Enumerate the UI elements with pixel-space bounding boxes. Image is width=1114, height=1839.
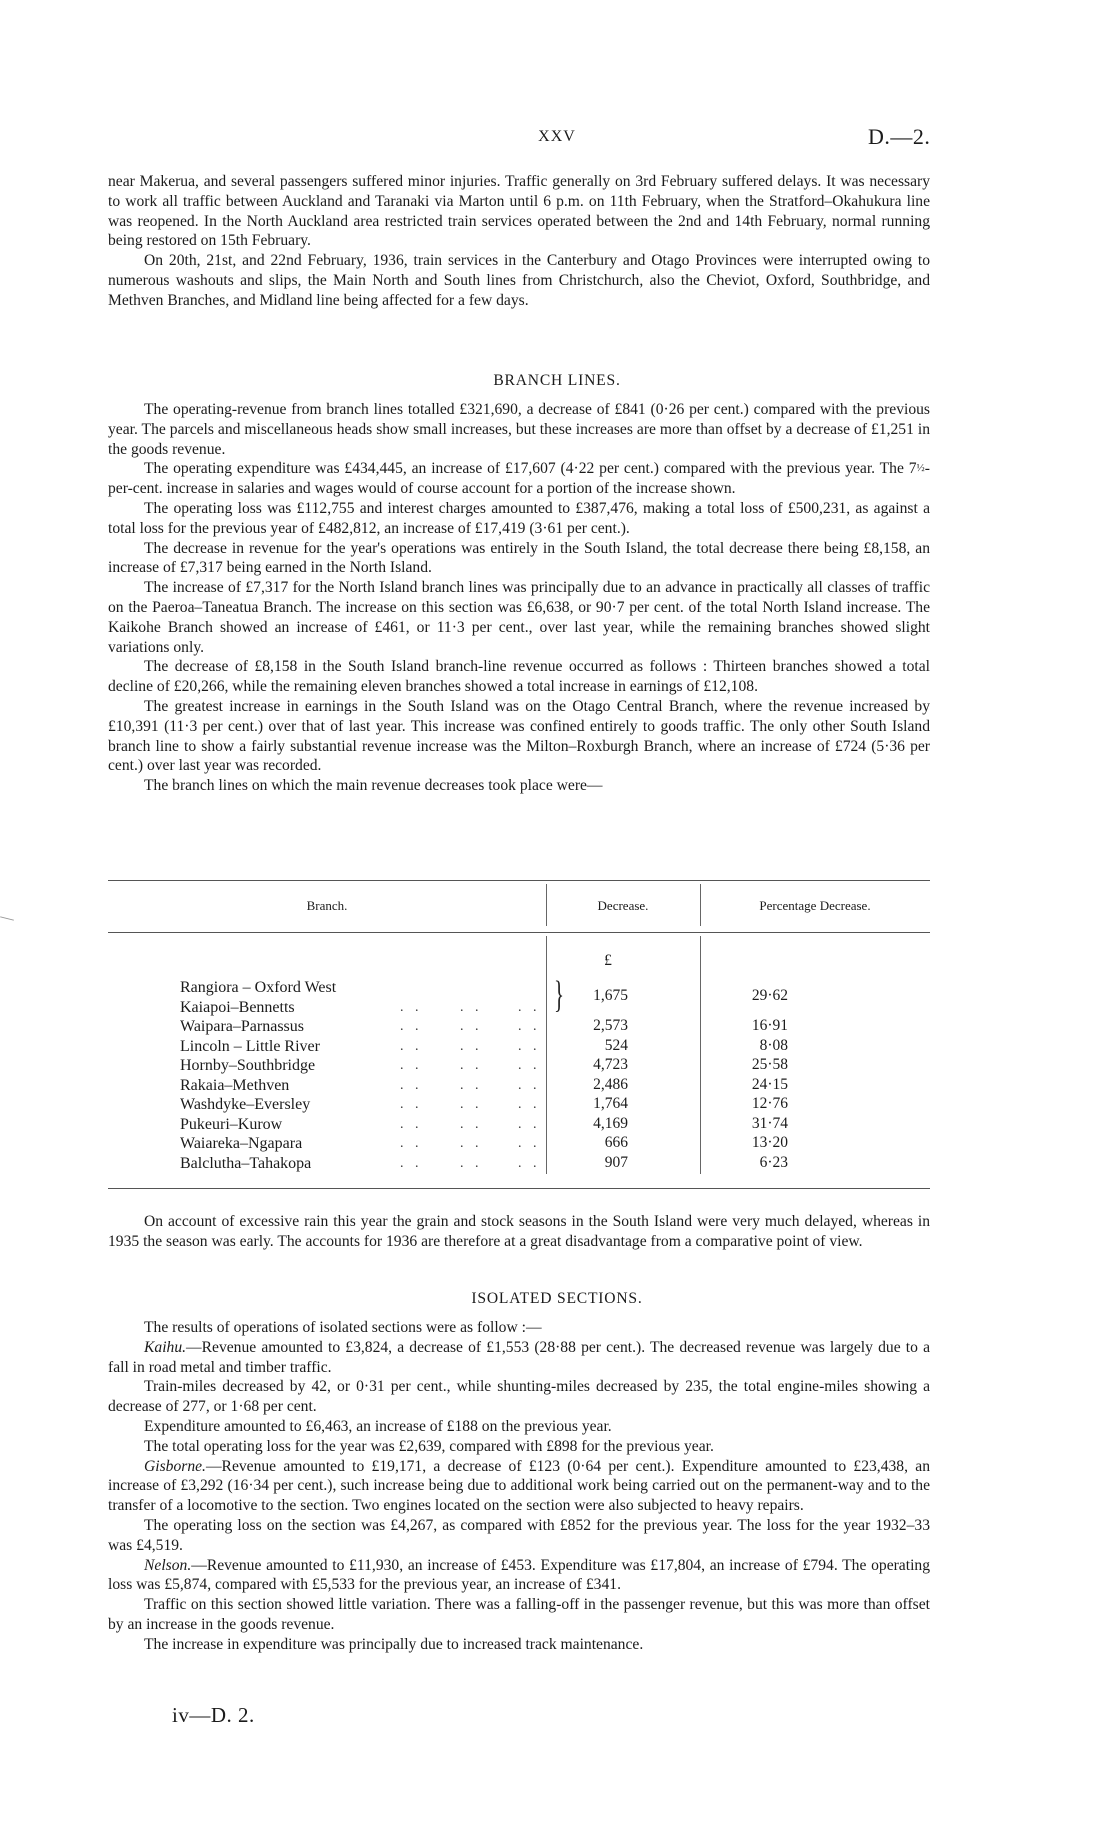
branch-name: Waiareka–Ngapara [180,1135,303,1152]
dot-leader: . . [518,999,541,1015]
page-signature: iv—D. 2. [172,1703,255,1727]
percentage-value: 12·76 [751,1095,788,1112]
dot-leader: . . [400,1097,423,1112]
branch-paragraph-1: The operating-revenue from branch lines totalled £321,690, a decrease of £841 (0·26 per cent.) compared with the previous year. The parcels and miscellaneous heads show small increases, but these increases are more than offset by a decrease of £1,251 in the goods revenue. [108,401,930,458]
kaihu-paragraph-3: Expenditure amounted to £6,463, an increase of £188 on the previous year. [144,1417,612,1435]
branch-paragraph-5: The increase of £7,317 for the North Island branch lines was principally due to an advance in practically all classes of traffic on the Paeroa–Taneatua Branch. The increase on this section was £6,638, or 90·7 per cent. of the total North Island increase. The Kaikohe Branch showed an increase of £461, or 11·3 per cent., over last year, while the remaining branches showed slight variations only. [108,579,930,656]
after-table-text [108,1212,930,1252]
percentage-value: 31·74 [751,1114,788,1132]
dot-leader: . . [400,999,423,1015]
intro-text [108,172,930,311]
branch-paragraph-4: The decrease in revenue for the year's operations was entirely in the South Island, the total decrease there being £8,158, an increase of £7,317 being earned in the North Island. [108,539,930,577]
branch-lines-text [108,400,930,796]
dot-leader: . . [518,1155,541,1171]
dot-leader: . . [518,1058,541,1073]
branch-name: Lincoln – Little River [180,1037,320,1055]
currency-unit: £ [604,952,612,969]
branch-name: Rakaia–Methven [180,1076,290,1094]
dot-leader: . . [518,1019,541,1034]
group-brace: } [554,974,565,1016]
branch-paragraph-8: The branch lines on which the main revenue decreases took place were— [144,777,603,795]
decrease-value: 524 [604,1036,628,1054]
dot-leader: . . [460,1058,483,1073]
branch-lines-heading: BRANCH LINES. [493,372,621,389]
branch-name: Pukeuri–Kurow [180,1115,283,1133]
intro-paragraph-2: On 20th, 21st, and 22nd February, 1936, train services in the Canterbury and Otago Provinces were interrupted owing to numerous washouts and slips, the Main North and South lines from Christchurch, also the Cheviot, Oxford, Southbridge, and Methven Branches, and Midland line being affected for a few days. [108,252,930,309]
decrease-value: 907 [604,1153,628,1171]
dot-leader: . . [518,1097,541,1112]
dot-leader: . . [518,1116,541,1132]
header-decrease: Decrease. [597,898,649,913]
kaihu-paragraph-1: Kaihu.—Revenue amounted to £3,824, a decrease of £1,553 (28·88 per cent.). The decreased revenue was largely due to a fall in road metal and timber traffic. [108,1338,930,1376]
kaihu-paragraph-2: Train-miles decreased by 42, or 0·31 per cent., while shunting-miles decreased by 235, the total engine-miles showing a decrease of 277, or 1·68 per cent. [108,1378,930,1416]
branch-paragraph-7: The greatest increase in earnings in the South Island was on the Otago Central Branch, where the revenue increased by £10,391 (11·3 per cent.) over that of last year. This increase was confined entirely to goods traffic. The only other South Island branch line to show a fairly substantial revenue increase was the Milton–Roxburgh Branch, where an increase of £724 (5·36 per cent.) over last year was recorded. [108,697,930,775]
dot-leader: . . [400,1038,423,1054]
dot-leader: . . [460,1097,483,1112]
dot-leader: . . [460,1155,483,1171]
dot-leader: . . [460,1077,483,1093]
dot-leader: . . [460,1136,483,1151]
isolated-sections-text [108,1318,930,1655]
table-bottom-rule [108,1188,930,1189]
dot-leader: . . [400,1058,423,1073]
nelson-paragraph-2: Traffic on this section showed little variation. There was a falling-off in the passenger revenue, but this was more than offset by an increase in the goods revenue. [108,1596,930,1633]
branch-name: Kaiapoi–Bennetts [180,998,295,1016]
dot-leader: . . [518,1038,541,1054]
kaihu-paragraph-4: The total operating loss for the year was £2,639, compared with £898 for the previous year. [144,1437,714,1455]
page-number: XXV [538,128,576,145]
table-header-rule [108,932,930,933]
dot-leader: . . [518,1077,541,1093]
decrease-value: 1,764 [593,1095,628,1112]
decrease-value: 2,486 [593,1075,628,1093]
branch-name: Washdyke–Eversley [180,1096,311,1113]
header-branch: Branch. [306,898,348,913]
dot-leader: . . [400,1155,423,1171]
branch-paragraph-2: The operating expenditure was £434,445, an increase of £17,607 (4·22 per cent.) compared with the previous year. The 7½-per-cent. increase in salaries and wages would of course account for a portion of the increase shown. [108,460,930,498]
isolated-intro: The results of operations of isolated sections were as follow :— [144,1319,542,1336]
decrease-value: 1,675 [593,986,628,1004]
branch-name: Waipara–Parnassus [180,1018,305,1035]
dot-leader: . . [400,1116,423,1132]
decrease-value: 4,723 [593,1056,628,1073]
gisborne-paragraph-1: Gisborne.—Revenue amounted to £19,171, a decrease of £123 (0·64 per cent.). Expenditure amounted to £23,438, an increase of £3,292 (16·34 per cent.), such increase being due to additional work being carried out on the permanent-way and to the transfer of a locomotive to the section. Two engines located on the section were also subjected to heavy repairs. [108,1457,930,1515]
isolated-sections-heading: ISOLATED SECTIONS. [471,1290,643,1307]
decrease-value: 2,573 [593,1017,628,1034]
branch-name: Hornby–Southbridge [180,1057,316,1074]
percentage-value: 29·62 [751,986,788,1004]
dot-leader: . . [460,1116,483,1132]
branch-name: Rangiora – Oxford West [180,979,337,996]
decrease-value: 4,169 [593,1114,628,1132]
margin-mark [0,916,14,920]
dot-leader: . . [518,1136,541,1151]
after-table-paragraph: On account of excessive rain this year the grain and stock seasons in the South Island were very much delayed, whereas in 1935 the season was early. The accounts for 1936 are therefore at a great disadvantage from a comparative point of view. [108,1213,930,1250]
header-percentage: Percentage Decrease. [759,898,871,913]
decrease-value: 666 [604,1134,628,1151]
branch-name: Balclutha–Tahakopa [180,1154,312,1172]
intro-paragraph-1: near Makerua, and several passengers suffered minor injuries. Traffic generally on 3rd February suffered delays. It was necessary to work all traffic between Auckland and Taranaki via Marton until 6 p.m. on 11th February, when the Stratford–Okahukura line was reopened. In the North Auckland area restricted train services operated between the 2nd and 14th February, normal running being restored on 15th February. [108,173,930,250]
branch-paragraph-6: The decrease of £8,158 in the South Island branch-line revenue occurred as follows : Thirteen branches showed a total decline of £20,266, while the remaining eleven branches showed a total increase in earnings of £12,108. [108,658,930,696]
dot-leader: . . [400,1019,423,1034]
percentage-value: 6·23 [759,1153,788,1171]
dot-leader: . . [400,1136,423,1151]
dot-leader: . . [460,1038,483,1054]
column-divider-2-body [700,936,701,1174]
dot-leader: . . [460,999,483,1015]
column-divider-1-body [546,936,547,1174]
branch-paragraph-3: The operating loss was £112,755 and interest charges amounted to £387,476, making a total loss of £500,231, as against a total loss for the previous year of £482,812, an increase of £17,419 (3·61 per cent.). [108,499,930,537]
gisborne-paragraph-2: The operating loss on the section was £4,267, as compared with £852 for the previous year. The loss for the year 1932–33 was £4,519. [108,1516,930,1554]
percentage-value: 13·20 [751,1134,788,1151]
branch-decrease-table [108,880,930,1192]
dot-leader: . . [460,1019,483,1034]
table-top-rule [108,880,930,881]
percentage-value: 24·15 [751,1075,788,1093]
nelson-paragraph-3: The increase in expenditure was principally due to increased track maintenance. [144,1635,644,1653]
document-reference: D.—2. [868,124,931,149]
percentage-value: 16·91 [751,1017,788,1034]
dot-leader: . . [400,1077,423,1093]
percentage-value: 8·08 [759,1036,788,1054]
nelson-paragraph-1: Nelson.—Revenue amounted to £11,930, an increase of £453. Expenditure was £17,804, an increase of £794. The operating loss was £5,874, compared with £5,533 for the previous year, an increase of £341. [108,1556,930,1594]
percentage-value: 25·58 [751,1056,788,1073]
